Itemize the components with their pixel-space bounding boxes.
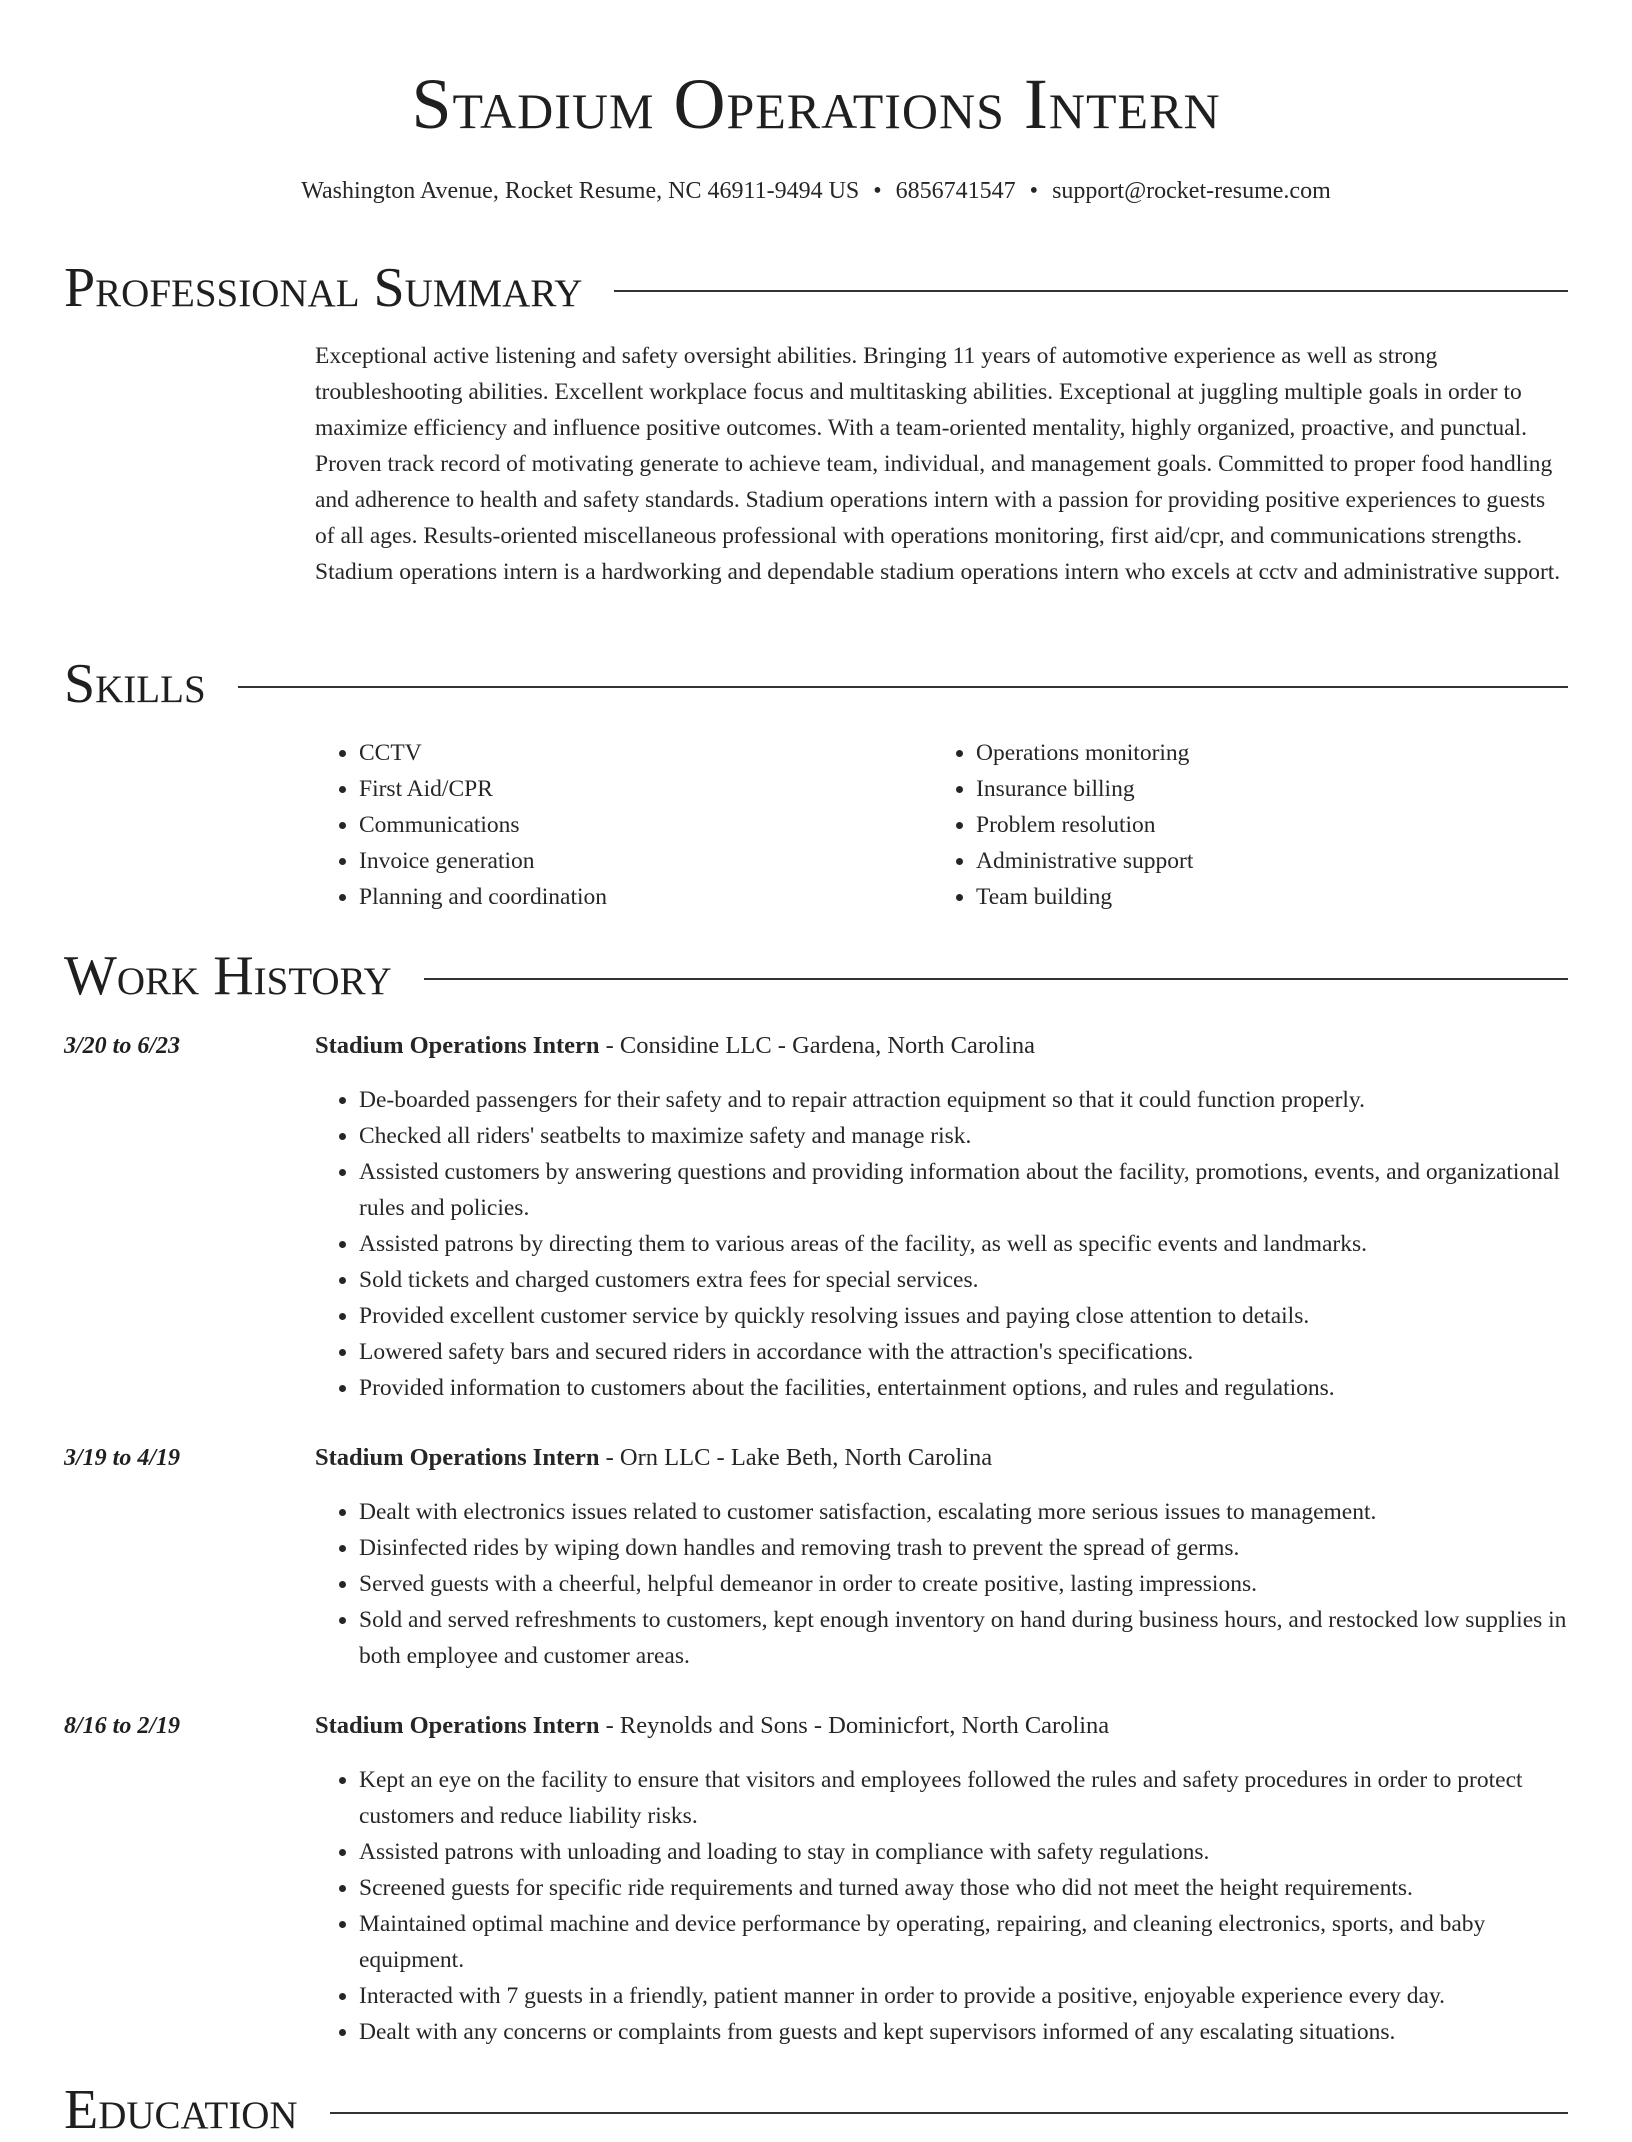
skills-list-right — [932, 735, 1568, 915]
job-bullet: • Maintained optimal machine and device performance by operating, repairing, and cleaning electronics, sports, and baby equipment. — [359, 1906, 1568, 1978]
job-bullet: • Dealt with any concerns or complaints from guests and kept supervisors informed of any escalating situations. — [359, 2014, 1568, 2050]
section-divider — [424, 978, 1568, 980]
job-bullet: • Interacted with 7 guests in a friendly, patient manner in order to provide a positive, enjoyable experience every day. — [359, 1978, 1568, 2014]
section-divider — [238, 686, 1568, 688]
job-bullet: • Checked all riders' seatbelts to maximize safety and manage risk. — [359, 1118, 1568, 1154]
skill-item: • First Aid/CPR — [359, 771, 905, 807]
job-company: - Reynolds and Sons - Dominicfort, North Carolina — [599, 1712, 1110, 1739]
skill-item: • Planning and coordination — [359, 879, 905, 915]
skill-item: • Invoice generation — [359, 843, 905, 879]
job-title: Stadium Operations Intern — [315, 1444, 600, 1471]
skill-item: • CCTV — [359, 735, 905, 771]
job-bullet: • Dealt with electronics issues related to customer satisfaction, escalating more serious issues to management. — [359, 1494, 1568, 1530]
work-section-header — [64, 944, 1568, 1008]
section-divider — [330, 2112, 1568, 2114]
skill-item: • Problem resolution — [976, 807, 1568, 843]
job-bullet: • Kept an eye on the facility to ensure that visitors and employees followed the rules and safety procedures in order to protect customers and reduce liability risks. — [359, 1762, 1568, 1834]
job-title: Stadium Operations Intern — [315, 1032, 600, 1059]
job-bullet: • Disinfected rides by wiping down handles and removing trash to prevent the spread of germs. — [359, 1530, 1568, 1566]
job-dates: 8/16 to 2/19 — [64, 1713, 181, 1739]
job-bullet: • Assisted patrons with unloading and loading to stay in compliance with safety regulations. — [359, 1834, 1568, 1870]
job-bullet: • Served guests with a cheerful, helpful demeanor in order to create positive, lasting impressions. — [359, 1566, 1568, 1602]
job-bullet: • De-boarded passengers for their safety and to repair attraction equipment so that it could function properly. — [359, 1082, 1568, 1118]
job-company: - Orn LLC - Lake Beth, North Carolina — [599, 1444, 993, 1471]
job-bullets — [315, 1494, 1568, 1674]
skills-section-header — [64, 652, 1568, 716]
job-bullets — [315, 1762, 1568, 2050]
skill-item: • Insurance billing — [976, 771, 1568, 807]
skill-item: • Team building — [976, 879, 1568, 915]
skill-item: • Operations monitoring — [976, 735, 1568, 771]
job-bullet: • Assisted patrons by directing them to various areas of the facility, as well as specific events and landmarks. — [359, 1226, 1568, 1262]
contact-line — [0, 176, 1632, 206]
contact-separator: • — [873, 178, 882, 204]
skill-item: • Communications — [359, 807, 905, 843]
skills-list-left — [315, 735, 905, 915]
contact-phone: 6856741547 — [895, 178, 1016, 204]
resume-name: Stadium Operations Intern — [411, 64, 1221, 144]
skill-item: • Administrative support — [976, 843, 1568, 879]
job-title-line — [315, 1710, 1568, 1742]
job-bullet: • Provided excellent customer service by quickly resolving issues and paying close attention to details. — [359, 1298, 1568, 1334]
job-bullet: • Assisted customers by answering questions and providing information about the facility, promotions, events, and organizational rules and policies. — [359, 1154, 1568, 1226]
job-bullet-list — [315, 1494, 1568, 1674]
job-bullet: • Lowered safety bars and secured riders in accordance with the attraction's specifications. — [359, 1334, 1568, 1370]
job-bullet: • Screened guests for specific ride requirements and turned away those who did not meet the height requirements. — [359, 1870, 1568, 1906]
section-divider — [614, 290, 1568, 292]
contact-address: Washington Avenue, Rocket Resume, NC 46911-9494 US — [301, 178, 860, 204]
job-title-line — [315, 1030, 1568, 1062]
job-dates: 3/19 to 4/19 — [64, 1445, 181, 1471]
job-title-line — [315, 1442, 1568, 1474]
job-bullets — [315, 1082, 1568, 1406]
job-bullet: • Sold and served refreshments to customers, kept enough inventory on hand during business hours, and restocked low supplies in both employee and customer areas. — [359, 1602, 1568, 1674]
skills-heading: Skills — [64, 653, 206, 715]
contact-email: support@rocket-resume.com — [1052, 178, 1331, 204]
job-bullet: • Provided information to customers about the facilities, entertainment options, and rules and regulations. — [359, 1370, 1568, 1406]
job-bullet-list — [315, 1762, 1568, 2050]
skills-column-left — [315, 735, 905, 915]
skills-column-right — [932, 735, 1568, 915]
contact-separator: • — [1029, 178, 1039, 204]
education-section-header — [64, 2078, 1568, 2142]
job-company: - Considine LLC - Gardena, North Carolina — [599, 1032, 1035, 1059]
summary-heading: Professional Summary — [64, 257, 583, 319]
education-heading: Education — [64, 2079, 298, 2141]
job-bullet-list — [315, 1082, 1568, 1406]
summary-text: Exceptional active listening and safety oversight abilities. Bringing 11 years of automotive experience as well as strong troubleshooting abilities. Excellent workplace focus and multitasking abilities. Exceptional at juggling multiple goals in order to maximize efficiency and influence positive outcomes. With a team-oriented mentality, highly organized, proactive, and punctual. Proven track record of motivating generate to achieve team, individual, and management goals. Committed to proper food handling and adherence to health and safety standards. Stadium operations intern with a passion for providing positive experiences to guests of all ages. Results-oriented miscellaneous professional with operations monitoring, first aid/cpr, and communications strengths. Stadium operations intern is a hardworking and dependable stadium operations intern who excels at cctv and administrative support. — [315, 343, 1561, 585]
job-bullet: • Sold tickets and charged customers extra fees for special services. — [359, 1262, 1568, 1298]
work-heading: Work History — [64, 945, 392, 1007]
job-dates: 3/20 to 6/23 — [64, 1033, 181, 1059]
job-title: Stadium Operations Intern — [315, 1712, 600, 1739]
summary-section-header — [64, 256, 1568, 320]
